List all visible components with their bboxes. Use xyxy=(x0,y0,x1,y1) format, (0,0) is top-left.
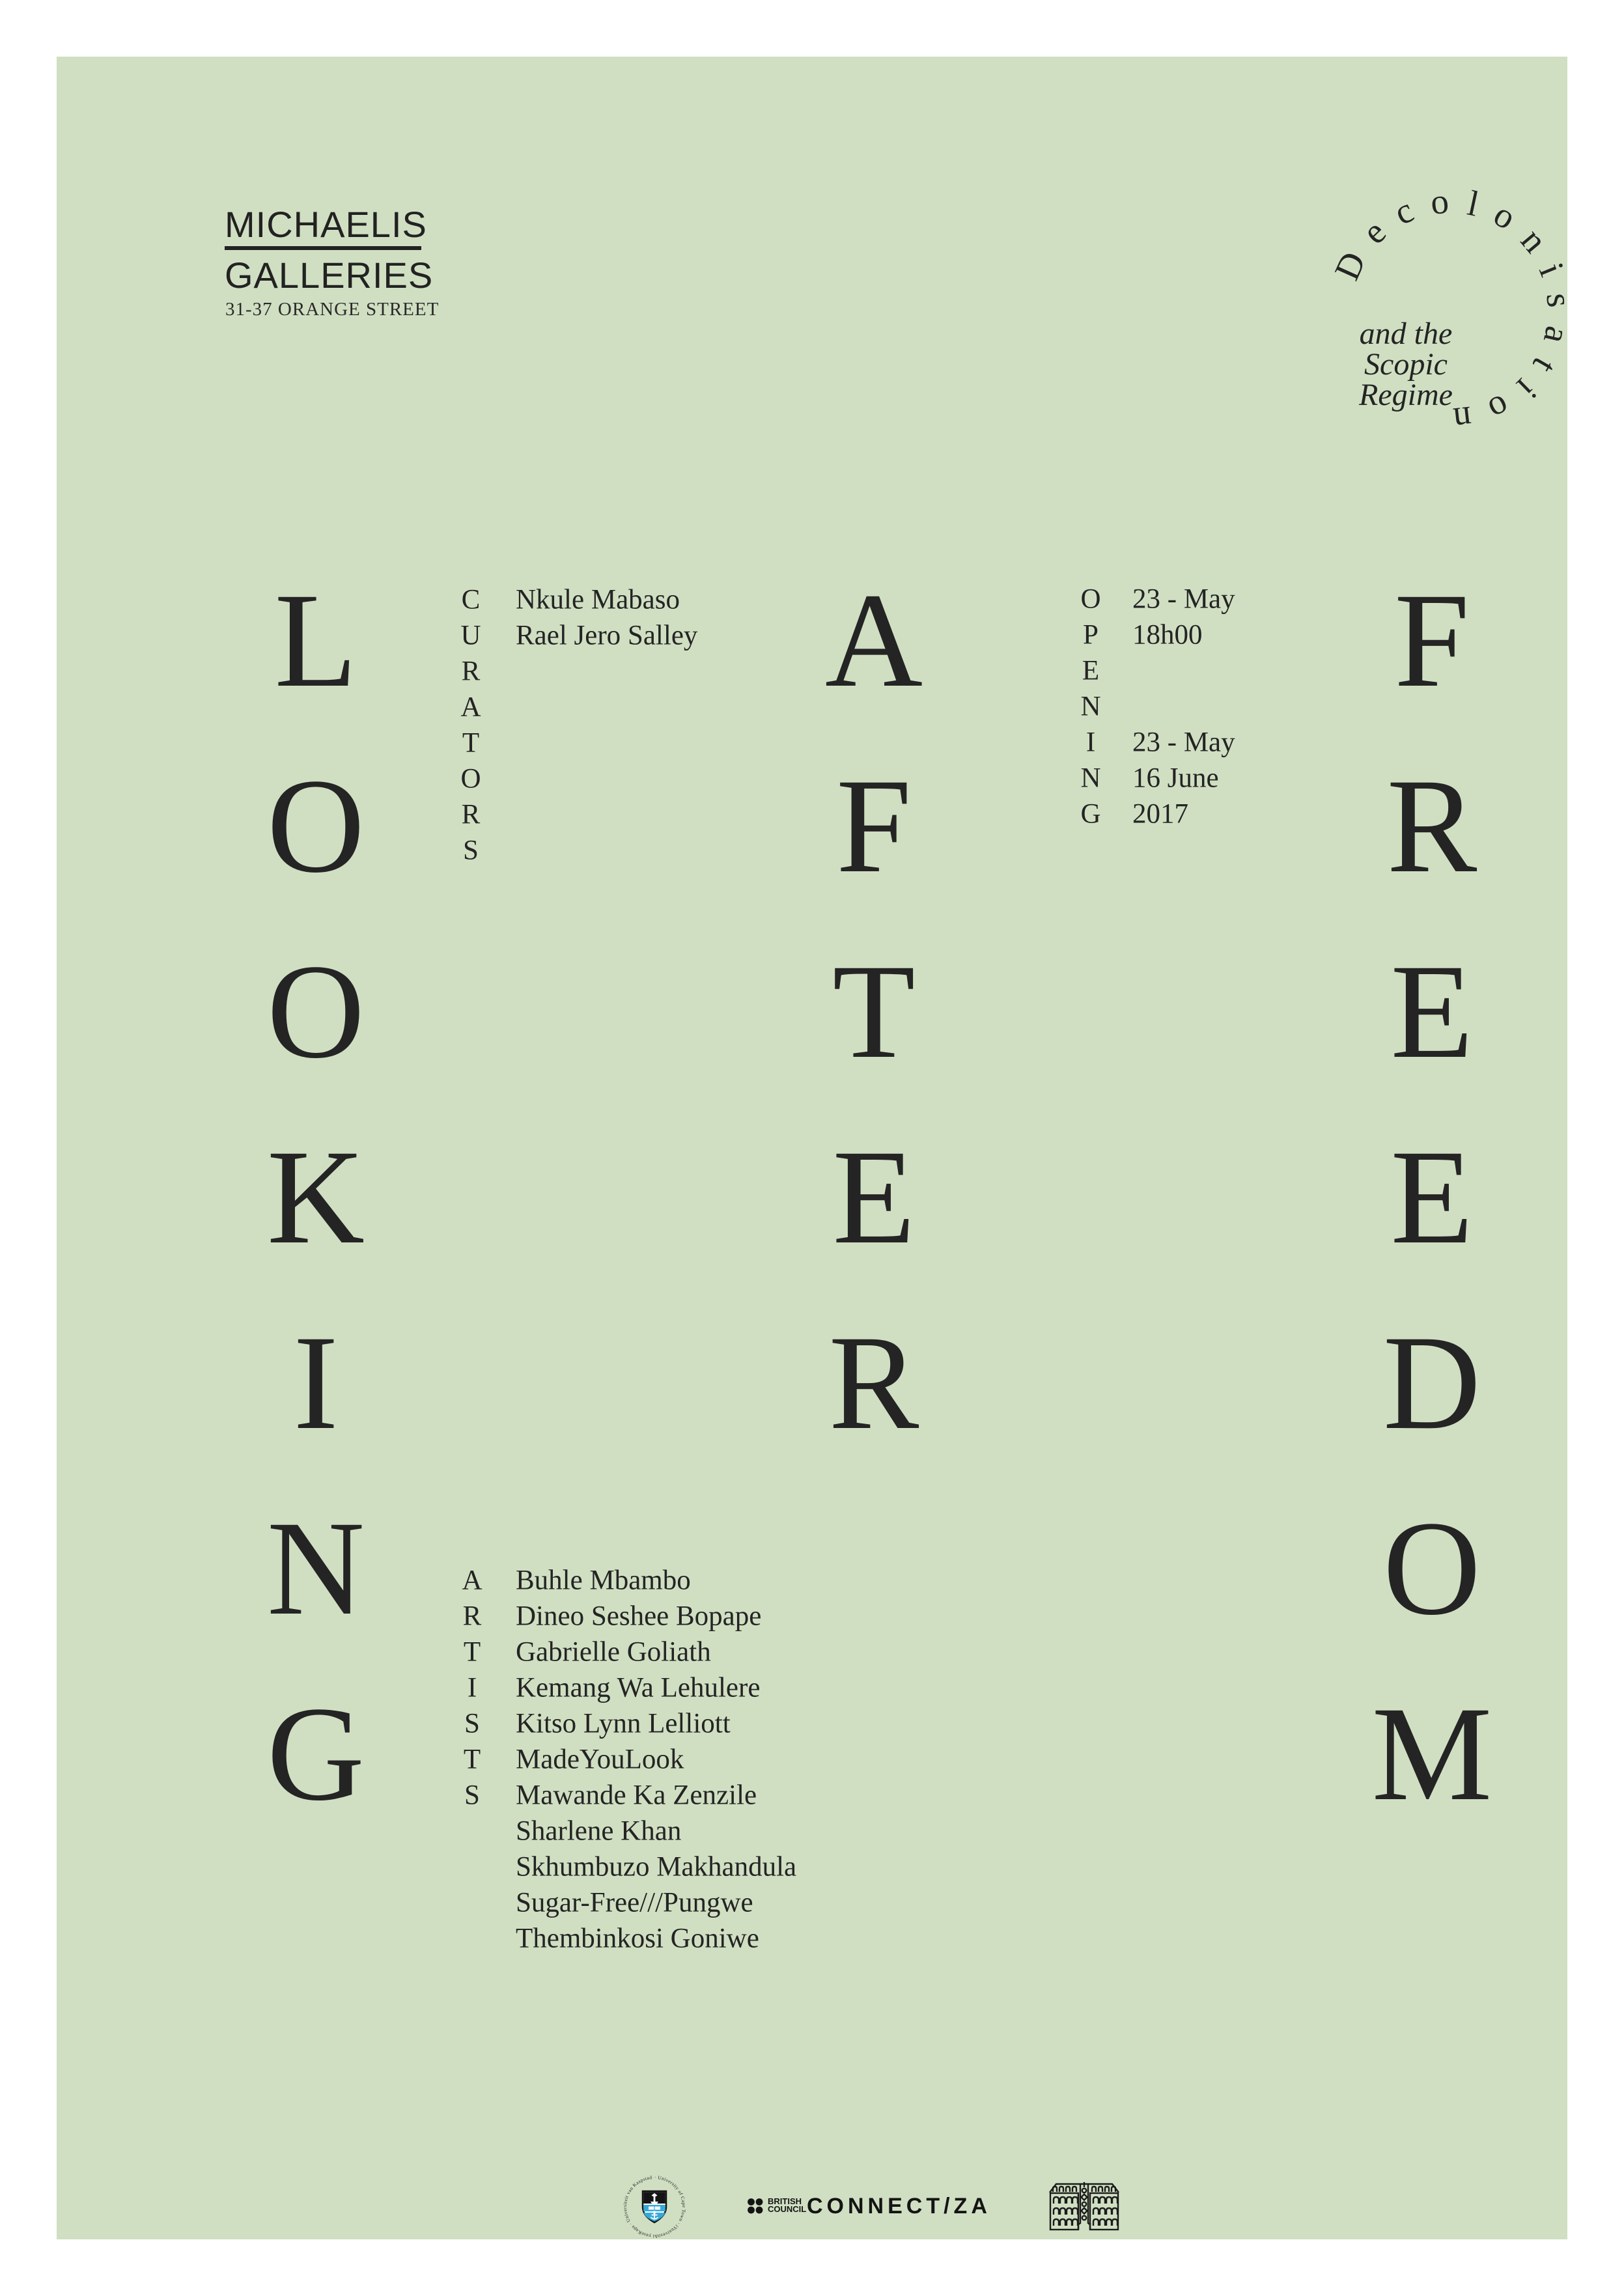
title-letter: O xyxy=(266,936,365,1086)
title-letter: M xyxy=(1371,1679,1492,1828)
opening-time: 18h00 xyxy=(1132,619,1203,651)
artists-letter: S xyxy=(464,1708,480,1739)
curators-letter: A xyxy=(460,692,481,723)
artist-name: Thembinkosi Goniwe xyxy=(516,1923,759,1954)
opening-letter: O xyxy=(1080,583,1101,615)
gallery-logo-rule xyxy=(225,246,421,250)
exhibition-start-date: 23 - May xyxy=(1132,727,1235,758)
opening-letter: N xyxy=(1080,691,1101,722)
british-council-wordmark-line2: COUNCIL xyxy=(768,2204,807,2214)
curators-letter: O xyxy=(460,763,481,794)
curators-letter: R xyxy=(461,799,481,830)
artist-name: MadeYouLook xyxy=(516,1744,684,1775)
arc-subtitle xyxy=(1359,318,1453,410)
curators-letter: S xyxy=(463,835,479,866)
arc-title-text: Decolonisation xyxy=(1326,180,1580,441)
gallery-name-line1: MICHAELIS xyxy=(225,204,427,245)
title-letter: T xyxy=(832,936,916,1086)
curator-name: Rael Jero Salley xyxy=(516,620,698,651)
artists-letter: T xyxy=(463,1744,481,1775)
title-letter: F xyxy=(836,751,912,901)
arc-subtitle-line: and the xyxy=(1359,316,1453,351)
title-letter: O xyxy=(1382,1493,1481,1643)
opening-letter: I xyxy=(1085,727,1096,758)
curators-letter: C xyxy=(461,584,481,615)
title-letter: G xyxy=(266,1679,365,1828)
artists-letter: T xyxy=(463,1636,481,1668)
artist-name: Sharlene Khan xyxy=(516,1815,682,1847)
title-letter: E xyxy=(1390,936,1474,1086)
artist-name: Kitso Lynn Lelliott xyxy=(516,1708,731,1739)
title-letter: R xyxy=(828,1308,919,1457)
title-letter: E xyxy=(832,1122,916,1272)
artist-name: Buhle Mbambo xyxy=(516,1565,691,1596)
artist-name: Dineo Seshee Bopape xyxy=(516,1601,762,1632)
exhibition-year: 2017 xyxy=(1132,798,1188,830)
artist-name: Kemang Wa Lehulere xyxy=(516,1672,761,1703)
artist-name: Mawande Ka Zenzile xyxy=(516,1780,757,1811)
title-letter: R xyxy=(1386,751,1477,901)
uct-crest-logo xyxy=(621,2173,688,2241)
title-letter: O xyxy=(266,751,365,901)
exhibition-end-date: 16 June xyxy=(1132,763,1219,794)
artists-letter: S xyxy=(464,1780,480,1811)
title-letter: L xyxy=(274,565,357,715)
curators-letter: U xyxy=(460,620,481,651)
uct-shield-icon xyxy=(643,2191,666,2222)
opening-letter: N xyxy=(1080,763,1101,794)
uct-ring-text: · University of Cape Town · iYunivesithi yaseKapa · Universiteit van Kaapstad xyxy=(621,2174,688,2240)
curators-letter: R xyxy=(461,656,481,687)
gallery-address: 31-37 ORANGE STREET xyxy=(225,299,440,320)
connect-za-wordmark: CONNECT/ZA xyxy=(807,2194,991,2219)
opening-date: 23 - May xyxy=(1132,583,1235,615)
title-letter: N xyxy=(266,1493,365,1643)
gallery-name-line2: GALLERIES xyxy=(225,255,434,296)
title-letter: E xyxy=(1390,1122,1474,1272)
curators-letter: T xyxy=(462,727,480,759)
title-letter: A xyxy=(824,565,923,715)
opening-letter: G xyxy=(1080,798,1101,830)
title-letter: K xyxy=(266,1122,365,1272)
british-council-dots-icon xyxy=(747,2198,764,2215)
title-letter: I xyxy=(293,1308,339,1457)
poster-panel xyxy=(57,57,1580,2240)
artists-letter: R xyxy=(462,1601,482,1632)
artist-name: Sugar-Free///Pungwe xyxy=(516,1887,753,1918)
british-council-wordmark-line1: BRITISH xyxy=(768,2196,802,2206)
artist-name: Gabrielle Goliath xyxy=(516,1636,711,1668)
curator-name: Nkule Mabaso xyxy=(516,584,680,615)
artists-letter: I xyxy=(467,1672,477,1703)
title-letter: D xyxy=(1382,1308,1481,1457)
opening-letter: P xyxy=(1083,619,1099,651)
title-letter: F xyxy=(1394,565,1470,715)
opening-letter: E xyxy=(1082,655,1100,686)
artist-name: Skhumbuzo Makhandula xyxy=(516,1851,797,1883)
michaelis-building-icon xyxy=(1048,2181,1121,2233)
arc-subtitle-line: Scopic xyxy=(1364,347,1448,382)
arc-subtitle-line: Regime xyxy=(1359,378,1453,412)
artists-letter: A xyxy=(462,1565,483,1596)
